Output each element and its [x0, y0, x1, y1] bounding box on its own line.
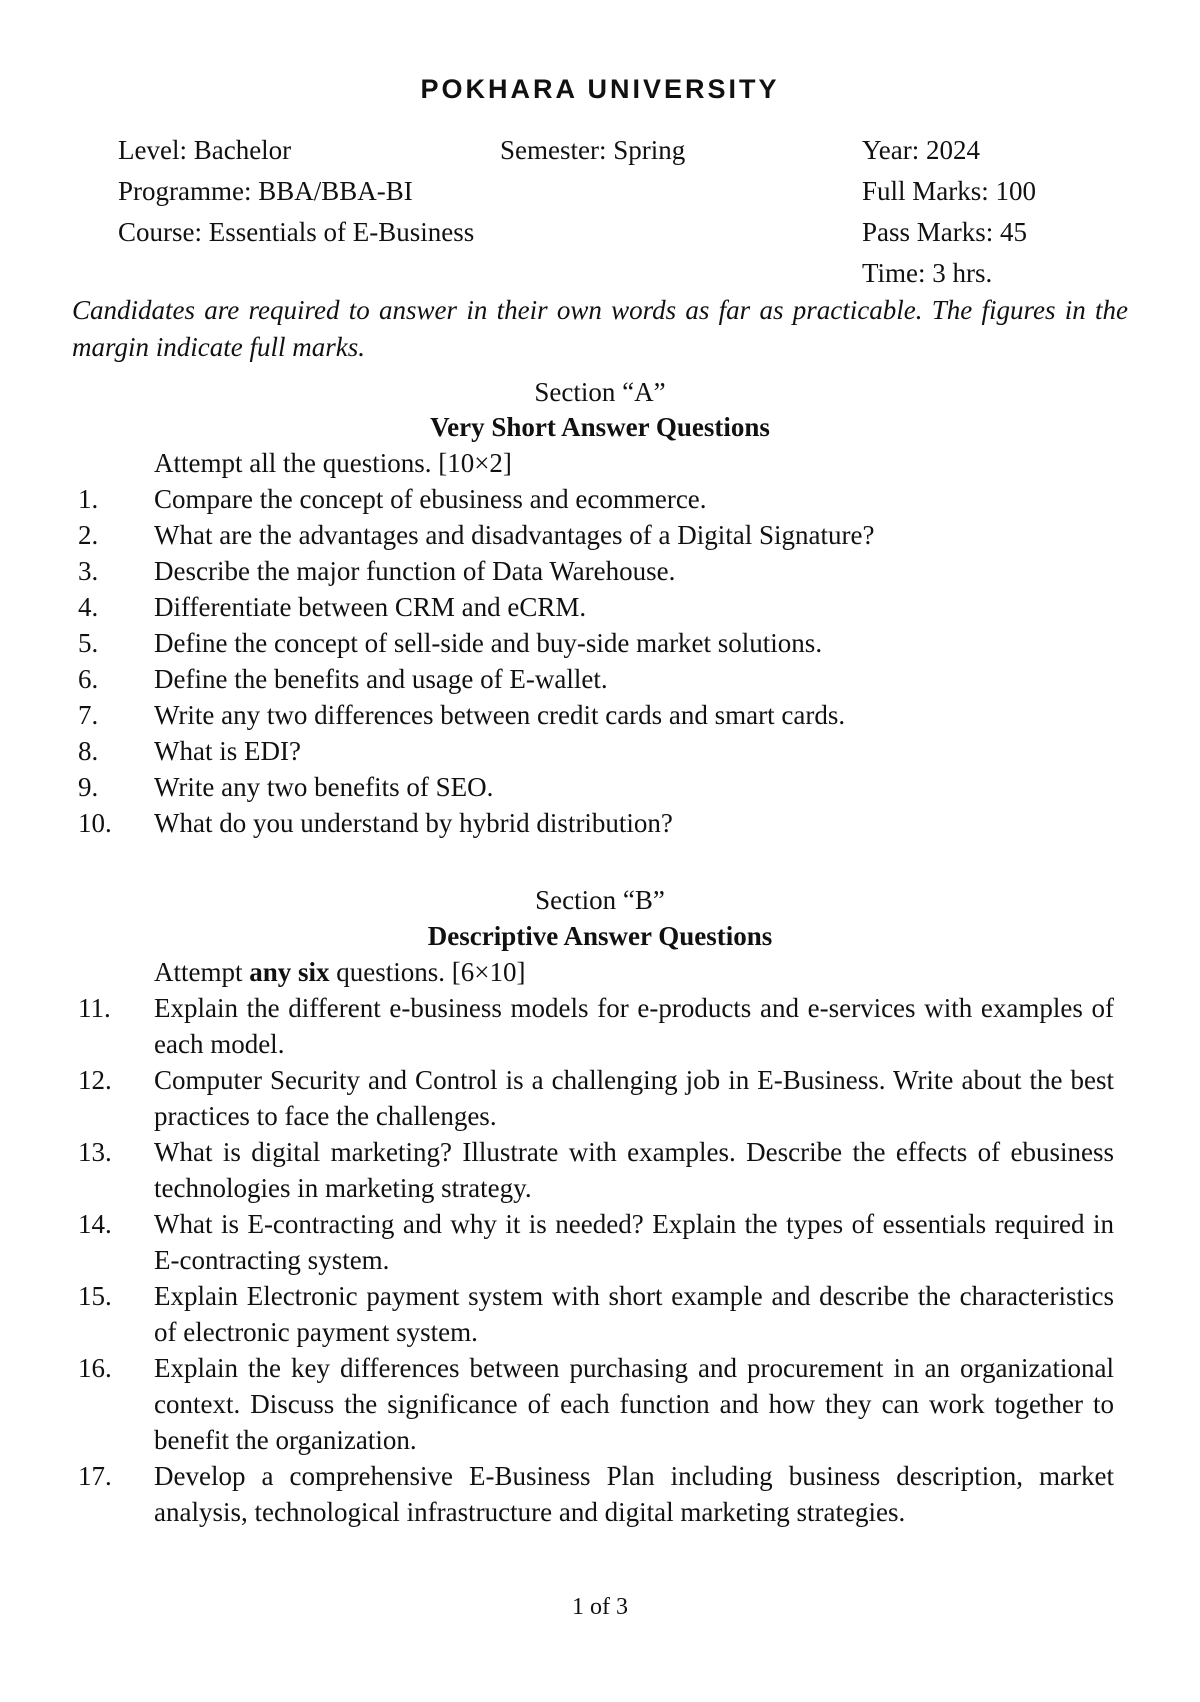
question-number: 1. [78, 484, 99, 514]
question-item [78, 769, 1114, 805]
question-text: What is E-contracting and why it is needed? Explain the types of essentials required in E-contracting system. [154, 1209, 1114, 1275]
question-item [78, 553, 1114, 589]
question-number: 5. [78, 628, 99, 658]
question-text: What is EDI? [154, 736, 301, 766]
question-text: What do you understand by hybrid distribution? [154, 808, 673, 838]
question-text: What is digital marketing? Illustrate with examples. Describe the effects of ebusiness technologies in marketing strategy. [154, 1137, 1114, 1203]
question-text: Write any two benefits of SEO. [154, 772, 494, 802]
question-number: 14. [78, 1209, 112, 1239]
level-label: Level: Bachelor [118, 135, 292, 165]
semester-label: Semester: Spring [500, 135, 686, 165]
question-number: 13. [78, 1137, 112, 1167]
course-label: Course: Essentials of E-Business [118, 217, 475, 247]
section-a-title: Section “A” [534, 377, 666, 407]
question-text: Define the concept of sell-side and buy-side market solutions. [154, 628, 823, 658]
page-number: 1 of 3 [572, 1594, 628, 1620]
pass-marks-label: Pass Marks: 45 [862, 217, 1028, 247]
time-label: Time: 3 hrs. [862, 258, 993, 288]
university-title: POKHARA UNIVERSITY [420, 74, 780, 104]
question-item [78, 805, 1114, 841]
question-number: 11. [78, 993, 111, 1023]
question-number: 6. [78, 664, 99, 694]
question-item [78, 1278, 1114, 1350]
question-item [78, 481, 1114, 517]
question-text: Explain the different e-business models for e-products and e-services with examples of each model. [154, 993, 1114, 1059]
attempt-suffix: questions. [6×10] [329, 957, 526, 987]
question-number: 9. [78, 772, 99, 802]
full-marks-label: Full Marks: 100 [862, 176, 1037, 206]
question-item [78, 1062, 1114, 1134]
question-item [78, 1350, 1114, 1458]
question-item [78, 1458, 1114, 1530]
question-number: 8. [78, 736, 99, 766]
question-text: Explain Electronic payment system with short example and describe the characteristics of electronic payment system. [154, 1281, 1114, 1347]
year-label: Year: 2024 [862, 135, 981, 165]
question-item [78, 625, 1114, 661]
question-item [78, 589, 1114, 625]
question-text: Explain the key differences between purchasing and procurement in an organizational context. Discuss the significance of each function and how they can work together to benefit the organization. [154, 1353, 1114, 1455]
question-number: 15. [78, 1281, 112, 1311]
question-number: 16. [78, 1353, 112, 1383]
meta-middle-column [500, 130, 685, 171]
question-text: What are the advantages and disadvantages of a Digital Signature? [154, 520, 875, 550]
question-number: 2. [78, 520, 99, 550]
section-a-question-list [78, 481, 1114, 841]
question-text: Describe the major function of Data Warehouse. [154, 556, 676, 586]
question-text: Define the benefits and usage of E-wallet. [154, 664, 608, 694]
programme-label: Programme: BBA/BBA-BI [118, 176, 413, 206]
question-text: Computer Security and Control is a challenging job in E-Business. Write about the best practices to face the challenges. [154, 1065, 1114, 1131]
instructions: Candidates are required to answer in their own words as far as practicable. The figures in the margin indicate full marks. [72, 295, 1128, 362]
question-item [78, 661, 1114, 697]
question-number: 12. [78, 1065, 112, 1095]
question-item [78, 1206, 1114, 1278]
question-number: 17. [78, 1461, 112, 1491]
question-item [78, 1134, 1114, 1206]
question-text: Write any two differences between credit cards and smart cards. [154, 700, 846, 730]
question-item [78, 697, 1114, 733]
attempt-prefix: Attempt [154, 957, 250, 987]
section-a-attempt: Attempt all the questions. [10×2] [154, 448, 512, 478]
question-text: Differentiate between CRM and eCRM. [154, 592, 587, 622]
meta-left-column [118, 130, 474, 253]
question-item [78, 733, 1114, 769]
question-number: 4. [78, 592, 99, 622]
question-text: Develop a comprehensive E-Business Plan including business description, market analysis, technological infrastructure and digital marketing strategies. [154, 1461, 1114, 1527]
attempt-emphasis: any six [249, 957, 330, 987]
question-item [78, 990, 1114, 1062]
question-number: 7. [78, 700, 99, 730]
section-b-subtitle: Descriptive Answer Questions [427, 921, 773, 951]
section-b-question-list [78, 990, 1114, 1530]
question-item [78, 517, 1114, 553]
question-text: Compare the concept of ebusiness and ecommerce. [154, 484, 707, 514]
question-number: 10. [78, 808, 112, 838]
meta-right-column [862, 130, 1036, 294]
section-a-subtitle: Very Short Answer Questions [430, 412, 770, 442]
question-number: 3. [78, 556, 99, 586]
section-b-title: Section “B” [535, 885, 665, 915]
section-b-attempt [154, 954, 526, 990]
